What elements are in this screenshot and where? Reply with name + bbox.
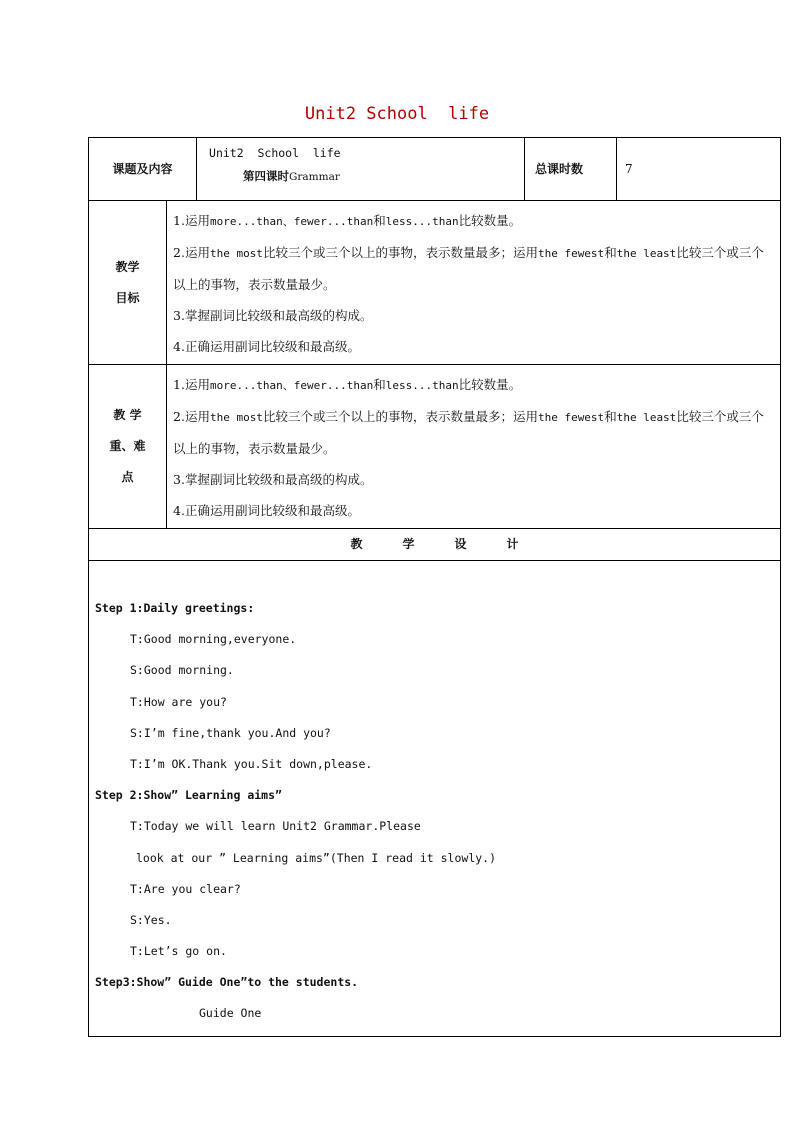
guide-label: Guide One: [199, 1006, 262, 1021]
key-point-item: 2.运用the most比较三个或三个以上的事物，表示数量最多；运用the fewest和the least比较三个或三个以上的事物，表示数量最少。: [173, 409, 764, 456]
dialogue-line: T:Let’s go on.: [130, 944, 227, 959]
dialogue-line: T:Today we will learn Unit2 Grammar.Please: [130, 819, 421, 834]
dialogue-line: look at our ” Learning aims”(Then I read it slowly.): [136, 850, 497, 865]
topic-content: [197, 138, 525, 201]
design-heading-row: [89, 529, 781, 561]
design-body: [89, 561, 781, 1037]
objective-item: 3.掌握副词比较级和最高级的构成。: [173, 308, 373, 323]
step-heading: Step3:Show” Guide One”to the students.: [95, 975, 359, 990]
step-heading: Step 2:Show” Learning aims”: [95, 788, 282, 803]
objective-item: 4.正确运用副词比较级和最高级。: [173, 339, 360, 354]
topic-grammar: Grammar: [289, 170, 340, 183]
key-points-label: [89, 365, 167, 529]
objectives-label-line2: 目标: [115, 290, 140, 305]
topic-label: 课题及内容: [89, 138, 197, 201]
design-steps: [89, 561, 780, 1036]
document-title: Unit2 School life: [304, 104, 490, 124]
dialogue-line: T:How are you?: [130, 694, 227, 709]
design-body-row: [89, 561, 781, 1037]
objectives-list: [167, 201, 781, 365]
key-point-item: 3.掌握副词比较级和最高级的构成。: [173, 472, 373, 487]
design-heading-char: 计: [506, 537, 519, 552]
design-heading: [89, 529, 781, 561]
key-points-label-line3: 点: [121, 470, 134, 484]
lesson-plan-table: [88, 137, 781, 1037]
design-heading-char: 教: [350, 537, 363, 552]
key-points-label-line1: 教 学: [113, 408, 142, 422]
objective-item: 2.运用the most比较三个或三个以上的事物，表示数量最多；运用the fewest和the least比较三个或三个以上的事物，表示数量最少。: [173, 245, 764, 292]
design-heading-char: 设: [454, 537, 467, 552]
objective-item: 1.运用more...than、fewer...than和less...than比较数量。: [173, 213, 522, 228]
objectives-label-line1: 教学: [115, 259, 140, 274]
dialogue-line: T:I’m OK.Thank you.Sit down,please.: [130, 756, 373, 771]
header-row: [89, 138, 781, 201]
dialogue-line: S:Yes.: [130, 912, 172, 927]
dialogue-line: T:Good morning,everyone.: [130, 632, 297, 647]
key-points-label-line2: 重、难: [109, 439, 146, 453]
key-points-row: [89, 365, 781, 529]
topic-lesson: 第四课时: [243, 168, 290, 183]
topic-unit: Unit2 School life: [209, 146, 341, 160]
step-heading: Step 1:Daily greetings:: [95, 601, 255, 615]
dialogue-line: T:Are you clear?: [130, 881, 241, 896]
key-point-item: 4.正确运用副词比较级和最高级。: [173, 503, 360, 518]
objectives-row: [89, 201, 781, 365]
key-points-list: [167, 365, 781, 529]
total-hours-label: 总课时数: [525, 138, 617, 201]
key-point-item: 1.运用more...than、fewer...than和less...than比较数量。: [173, 377, 522, 392]
total-hours-value: 7: [617, 138, 781, 201]
dialogue-line: S:Good morning.: [130, 663, 234, 678]
dialogue-line: S:I’m fine,thank you.And you?: [130, 725, 331, 740]
design-heading-char: 学: [402, 537, 415, 552]
objectives-label: [89, 201, 167, 365]
topic-lesson-line: [243, 170, 524, 184]
